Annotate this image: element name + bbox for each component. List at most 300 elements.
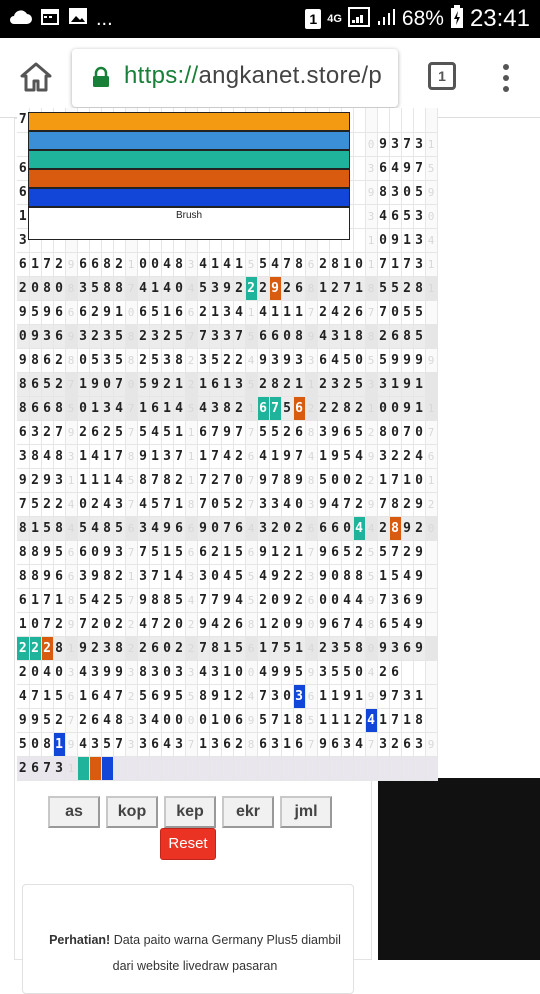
grid-cell[interactable]: 6 — [65, 540, 77, 564]
grid-cell[interactable]: 8 — [41, 276, 53, 300]
grid-cell[interactable]: 6 — [305, 516, 317, 540]
grid-cell[interactable]: 4 — [365, 708, 377, 732]
grid-cell[interactable]: 8 — [53, 444, 65, 468]
grid-cell[interactable]: 9 — [257, 348, 269, 372]
grid-cell[interactable]: 8 — [365, 612, 377, 636]
grid-cell[interactable]: 9 — [317, 492, 329, 516]
grid-cell[interactable]: 3 — [269, 348, 281, 372]
grid-cell[interactable]: 8 — [17, 540, 29, 564]
grid-cell[interactable]: 5 — [29, 300, 41, 324]
grid-cell[interactable]: 1 — [389, 252, 401, 276]
grid-cell[interactable]: 5 — [233, 540, 245, 564]
grid-cell[interactable]: 1 — [281, 732, 293, 756]
grid-cell[interactable]: 9 — [221, 420, 233, 444]
grid-cell[interactable]: 6 — [41, 348, 53, 372]
grid-cell[interactable]: 9 — [149, 372, 161, 396]
grid-cell[interactable]: 4 — [329, 492, 341, 516]
grid-cell[interactable]: 4 — [173, 396, 185, 420]
grid-cell[interactable]: 4 — [89, 588, 101, 612]
grid-cell[interactable]: 4 — [353, 732, 365, 756]
grid-cell[interactable]: 3 — [197, 564, 209, 588]
grid-cell[interactable]: 1 — [197, 444, 209, 468]
grid-cell[interactable]: 0 — [173, 708, 185, 732]
grid-cell[interactable]: 9 — [65, 420, 77, 444]
grid-cell[interactable]: 0 — [53, 660, 65, 684]
grid-cell[interactable]: 0 — [389, 420, 401, 444]
grid-cell[interactable]: 0 — [29, 276, 41, 300]
grid-cell[interactable]: 6 — [209, 372, 221, 396]
grid-cell[interactable]: 0 — [173, 612, 185, 636]
grid-cell[interactable] — [353, 156, 365, 180]
grid-cell[interactable]: 4 — [329, 348, 341, 372]
grid-cell[interactable]: 6 — [329, 732, 341, 756]
grid-cell[interactable]: 9 — [65, 324, 77, 348]
grid-cell[interactable]: 9 — [413, 636, 425, 660]
grid-cell[interactable]: 3 — [65, 660, 77, 684]
grid-cell[interactable]: 8 — [29, 564, 41, 588]
address-bar[interactable] — [72, 49, 398, 107]
grid-cell[interactable]: 8 — [137, 468, 149, 492]
grid-cell[interactable]: 2 — [53, 612, 65, 636]
grid-cell[interactable]: 1 — [245, 396, 257, 420]
grid-cell[interactable]: 9 — [245, 708, 257, 732]
grid-cell[interactable]: 3 — [137, 516, 149, 540]
grid-cell[interactable]: 1 — [257, 636, 269, 660]
grid-cell[interactable]: 0 — [281, 684, 293, 708]
grid-cell[interactable]: 0 — [89, 540, 101, 564]
grid-cell[interactable]: 5 — [245, 252, 257, 276]
grid-cell[interactable]: 0 — [329, 564, 341, 588]
grid-cell[interactable]: 0 — [281, 612, 293, 636]
grid-cell[interactable]: 6 — [17, 420, 29, 444]
grid-cell[interactable]: 0 — [341, 516, 353, 540]
grid-cell[interactable]: 1 — [101, 468, 113, 492]
grid-cell[interactable]: 9 — [281, 444, 293, 468]
grid-cell[interactable]: 9 — [41, 300, 53, 324]
grid-cell[interactable]: 1 — [89, 396, 101, 420]
grid-cell[interactable]: 6 — [29, 372, 41, 396]
grid-cell[interactable]: 3 — [365, 372, 377, 396]
grid-cell[interactable]: 5 — [389, 564, 401, 588]
grid-cell[interactable]: 2 — [209, 468, 221, 492]
grid-cell[interactable]: 6 — [293, 276, 305, 300]
grid-cell[interactable]: 1 — [245, 300, 257, 324]
grid-cell[interactable]: 6 — [425, 444, 437, 468]
grid-cell[interactable]: 1 — [365, 396, 377, 420]
grid-cell[interactable]: 4 — [257, 300, 269, 324]
grid-cell[interactable]: 6 — [293, 420, 305, 444]
grid-cell[interactable] — [425, 636, 437, 660]
grid-cell[interactable]: 9 — [365, 180, 377, 204]
grid-cell[interactable]: 1 — [161, 300, 173, 324]
grid-cell[interactable]: 3 — [53, 756, 65, 780]
grid-cell[interactable]: 6 — [329, 540, 341, 564]
grid-cell[interactable] — [185, 756, 197, 780]
grid-cell[interactable]: 9 — [401, 156, 413, 180]
grid-cell[interactable] — [365, 108, 377, 132]
grid-cell[interactable]: 8 — [245, 732, 257, 756]
grid-cell[interactable]: 7 — [29, 684, 41, 708]
grid-cell[interactable]: 5 — [413, 180, 425, 204]
grid-cell[interactable]: 1 — [77, 468, 89, 492]
grid-cell[interactable]: 1 — [113, 300, 125, 324]
grid-cell[interactable]: 2 — [161, 324, 173, 348]
grid-cell[interactable]: 5 — [341, 348, 353, 372]
grid-cell[interactable]: 8 — [185, 492, 197, 516]
grid-cell[interactable]: 6 — [197, 420, 209, 444]
grid-cell[interactable]: 1 — [269, 300, 281, 324]
grid-cell[interactable]: 2 — [137, 636, 149, 660]
grid-cell[interactable]: 4 — [233, 300, 245, 324]
grid-cell[interactable]: 5 — [353, 372, 365, 396]
grid-cell[interactable]: 9 — [269, 564, 281, 588]
grid-cell[interactable]: 7 — [65, 708, 77, 732]
grid-cell[interactable]: 5 — [401, 204, 413, 228]
grid-cell[interactable]: 1 — [173, 492, 185, 516]
grid-cell[interactable]: 7 — [197, 468, 209, 492]
grid-cell[interactable]: 2 — [197, 300, 209, 324]
grid-cell[interactable]: 3 — [209, 324, 221, 348]
grid-cell[interactable]: 1 — [209, 708, 221, 732]
grid-cell[interactable]: 7 — [41, 588, 53, 612]
grid-cell[interactable] — [425, 612, 437, 636]
grid-cell[interactable]: 9 — [413, 348, 425, 372]
grid-cell[interactable]: 8 — [353, 324, 365, 348]
grid-cell[interactable]: 4 — [137, 612, 149, 636]
grid-cell[interactable]: 9 — [89, 564, 101, 588]
grid-cell[interactable]: 2 — [353, 540, 365, 564]
grid-cell[interactable]: 2 — [317, 396, 329, 420]
grid-cell[interactable]: 7 — [149, 612, 161, 636]
grid-cell[interactable]: 0 — [413, 420, 425, 444]
grid-cell[interactable]: 6 — [329, 612, 341, 636]
grid-cell[interactable]: 3 — [89, 732, 101, 756]
grid-cell[interactable]: 2 — [353, 708, 365, 732]
grid-cell[interactable]: 0 — [209, 564, 221, 588]
grid-cell[interactable]: 5 — [113, 588, 125, 612]
grid-cell[interactable]: 8 — [53, 516, 65, 540]
grid-cell[interactable]: 9 — [41, 564, 53, 588]
grid-cell[interactable] — [353, 108, 365, 132]
grid-cell[interactable]: 2 — [233, 684, 245, 708]
grid-cell[interactable]: 8 — [53, 396, 65, 420]
grid-cell[interactable]: 6 — [185, 300, 197, 324]
grid-cell[interactable]: 5 — [353, 420, 365, 444]
grid-cell[interactable]: 7 — [125, 588, 137, 612]
grid-cell[interactable]: 9 — [401, 516, 413, 540]
grid-cell[interactable]: 4 — [353, 516, 365, 540]
grid-cell[interactable]: 4 — [173, 564, 185, 588]
grid-cell[interactable]: 4 — [89, 516, 101, 540]
grid-cell[interactable]: 5 — [113, 348, 125, 372]
grid-cell[interactable]: 0 — [101, 612, 113, 636]
grid-cell[interactable]: 9 — [29, 708, 41, 732]
grid-cell[interactable]: 1 — [317, 684, 329, 708]
grid-cell[interactable]: 2 — [53, 492, 65, 516]
grid-cell[interactable]: 5 — [41, 372, 53, 396]
grid-cell[interactable]: 0 — [401, 180, 413, 204]
grid-cell[interactable]: 1 — [161, 396, 173, 420]
grid-cell[interactable]: 2 — [41, 420, 53, 444]
grid-cell[interactable]: 1 — [197, 372, 209, 396]
grid-cell[interactable]: 8 — [125, 324, 137, 348]
grid-cell[interactable] — [425, 324, 437, 348]
grid-cell[interactable]: 7 — [197, 588, 209, 612]
grid-cell[interactable]: 7 — [377, 492, 389, 516]
grid-cell[interactable]: 3 — [65, 444, 77, 468]
grid-cell[interactable]: 9 — [65, 252, 77, 276]
grid-cell[interactable] — [293, 756, 305, 780]
grid-cell[interactable]: 1 — [305, 372, 317, 396]
grid-cell[interactable]: 2 — [401, 444, 413, 468]
grid-cell[interactable]: 2 — [281, 420, 293, 444]
grid-cell[interactable]: 8 — [41, 732, 53, 756]
grid-cell[interactable]: 1 — [29, 588, 41, 612]
grid-cell[interactable]: 2 — [377, 516, 389, 540]
grid-cell[interactable]: 1 — [329, 684, 341, 708]
grid-cell[interactable]: 4 — [161, 732, 173, 756]
grid-cell[interactable] — [413, 756, 425, 780]
grid-cell[interactable]: 3 — [137, 708, 149, 732]
grid-cell[interactable]: 2 — [317, 252, 329, 276]
grid-cell[interactable]: 8 — [17, 372, 29, 396]
grid-cell[interactable]: 9 — [41, 468, 53, 492]
grid-cell[interactable]: 8 — [269, 372, 281, 396]
grid-cell[interactable]: 9 — [389, 348, 401, 372]
grid-cell[interactable]: 6 — [65, 564, 77, 588]
grid-cell[interactable]: 5 — [125, 468, 137, 492]
grid-cell[interactable]: 9 — [269, 276, 281, 300]
grid-cell[interactable]: 1 — [293, 372, 305, 396]
grid-cell[interactable]: 2 — [329, 276, 341, 300]
grid-cell[interactable]: 2 — [113, 564, 125, 588]
grid-cell[interactable]: 9 — [161, 516, 173, 540]
grid-cell[interactable]: 0 — [161, 660, 173, 684]
grid-cell[interactable]: 4 — [413, 444, 425, 468]
grid-cell[interactable]: 0 — [281, 516, 293, 540]
grid-cell[interactable]: 0 — [209, 492, 221, 516]
grid-cell[interactable]: 3 — [293, 348, 305, 372]
grid-cell[interactable]: 1 — [221, 372, 233, 396]
grid-cell[interactable]: 2 — [353, 468, 365, 492]
grid-cell[interactable]: 3 — [365, 204, 377, 228]
grid-cell[interactable]: 9 — [329, 444, 341, 468]
grid-cell[interactable]: 5 — [365, 540, 377, 564]
grid-cell[interactable]: 6 — [149, 684, 161, 708]
grid-cell[interactable] — [125, 756, 137, 780]
grid-cell[interactable]: 7 — [125, 276, 137, 300]
grid-cell[interactable]: 9 — [305, 660, 317, 684]
grid-cell[interactable]: 2 — [341, 372, 353, 396]
grid-cell[interactable]: 3 — [197, 348, 209, 372]
grid-cell[interactable]: 9 — [17, 468, 29, 492]
grid-cell[interactable]: 9 — [365, 444, 377, 468]
grid-cell[interactable]: 3 — [149, 660, 161, 684]
grid-cell[interactable]: 4 — [365, 660, 377, 684]
grid-cell[interactable]: 1 — [365, 252, 377, 276]
grid-cell[interactable]: 3 — [317, 660, 329, 684]
grid-cell[interactable]: 3 — [233, 372, 245, 396]
grid-cell[interactable]: 4 — [197, 252, 209, 276]
color-swatch-1[interactable] — [29, 113, 349, 132]
grid-cell[interactable]: 2 — [137, 324, 149, 348]
grid-cell[interactable]: 7 — [401, 252, 413, 276]
grid-cell[interactable]: 2 — [401, 492, 413, 516]
grid-cell[interactable] — [353, 228, 365, 252]
grid-cell[interactable]: 7 — [269, 636, 281, 660]
grid-cell[interactable]: 4 — [113, 396, 125, 420]
grid-cell[interactable]: 5 — [341, 444, 353, 468]
grid-cell[interactable]: 4 — [221, 444, 233, 468]
grid-cell[interactable]: 9 — [413, 540, 425, 564]
grid-cell[interactable]: 4 — [257, 660, 269, 684]
grid-cell[interactable]: 1 — [293, 300, 305, 324]
grid-cell[interactable]: 5 — [149, 300, 161, 324]
grid-cell[interactable]: 0 — [425, 204, 437, 228]
grid-cell[interactable]: 9 — [341, 684, 353, 708]
grid-cell[interactable]: 4 — [149, 708, 161, 732]
grid-cell[interactable]: 9 — [257, 540, 269, 564]
grid-cell[interactable]: 6 — [185, 516, 197, 540]
grid-cell[interactable]: 6 — [41, 396, 53, 420]
grid-cell[interactable]: 3 — [377, 372, 389, 396]
grid-cell[interactable]: 7 — [389, 468, 401, 492]
grid-cell[interactable]: 2 — [293, 516, 305, 540]
grid-cell[interactable]: 2 — [17, 276, 29, 300]
grid-cell[interactable]: 3 — [317, 420, 329, 444]
grid-cell[interactable]: 2 — [245, 276, 257, 300]
grid-cell[interactable]: 8 — [137, 660, 149, 684]
grid-cell[interactable] — [281, 756, 293, 780]
grid-cell[interactable]: 3 — [329, 636, 341, 660]
grid-cell[interactable]: 1 — [425, 468, 437, 492]
grid-cell[interactable]: 0 — [185, 708, 197, 732]
grid-cell[interactable]: 9 — [41, 540, 53, 564]
grid-cell[interactable]: 1 — [401, 708, 413, 732]
grid-cell[interactable]: 3 — [389, 588, 401, 612]
grid-cell[interactable]: 1 — [17, 612, 29, 636]
grid-cell[interactable]: 2 — [233, 492, 245, 516]
grid-cell[interactable]: 2 — [233, 444, 245, 468]
grid-cell[interactable]: 6 — [149, 396, 161, 420]
grid-cell[interactable]: 4 — [113, 468, 125, 492]
grid-cell[interactable]: 2 — [341, 300, 353, 324]
grid-cell[interactable]: 3 — [77, 276, 89, 300]
grid-cell[interactable]: 1 — [257, 612, 269, 636]
grid-cell[interactable]: 2 — [29, 636, 41, 660]
grid-cell[interactable]: 1 — [341, 252, 353, 276]
grid-cell[interactable]: 6 — [17, 156, 29, 180]
grid-cell[interactable]: 2 — [377, 660, 389, 684]
grid-cell[interactable]: 3 — [161, 348, 173, 372]
grid-cell[interactable]: 1 — [173, 372, 185, 396]
grid-cell[interactable]: 2 — [41, 636, 53, 660]
grid-cell[interactable]: 2 — [29, 468, 41, 492]
grid-cell[interactable]: 7 — [305, 732, 317, 756]
grid-cell[interactable]: 2 — [293, 564, 305, 588]
grid-cell[interactable] — [233, 756, 245, 780]
ekr-button[interactable]: ekr — [222, 796, 274, 828]
grid-cell[interactable]: 4 — [389, 156, 401, 180]
grid-cell[interactable]: 9 — [221, 588, 233, 612]
grid-cell[interactable]: 6 — [173, 300, 185, 324]
grid-cell[interactable]: 3 — [389, 180, 401, 204]
grid-cell[interactable]: 2 — [53, 372, 65, 396]
grid-cell[interactable]: 1 — [221, 684, 233, 708]
grid-cell[interactable]: 4 — [161, 276, 173, 300]
color-swatch-2[interactable] — [29, 132, 349, 151]
grid-cell[interactable]: 6 — [17, 588, 29, 612]
grid-cell[interactable]: 2 — [89, 300, 101, 324]
grid-cell[interactable]: 8 — [173, 348, 185, 372]
grid-cell[interactable]: 2 — [101, 420, 113, 444]
grid-cell[interactable]: 9 — [101, 660, 113, 684]
grid-cell[interactable] — [425, 588, 437, 612]
grid-cell[interactable] — [221, 756, 233, 780]
grid-cell[interactable]: 7 — [41, 252, 53, 276]
grid-cell[interactable]: 8 — [29, 540, 41, 564]
grid-cell[interactable]: 4 — [77, 660, 89, 684]
grid-cell[interactable]: 7 — [365, 732, 377, 756]
grid-cell[interactable]: 4 — [41, 444, 53, 468]
grid-cell[interactable]: 4 — [353, 612, 365, 636]
grid-cell[interactable]: 7 — [137, 540, 149, 564]
grid-cell[interactable]: 4 — [149, 420, 161, 444]
grid-cell[interactable]: 8 — [101, 252, 113, 276]
kop-button[interactable]: kop — [106, 796, 158, 828]
grid-cell[interactable]: 0 — [365, 636, 377, 660]
grid-cell[interactable]: 2 — [17, 756, 29, 780]
grid-cell[interactable]: 3 — [101, 636, 113, 660]
grid-cell[interactable]: 6 — [377, 612, 389, 636]
grid-cell[interactable]: 7 — [185, 732, 197, 756]
grid-cell[interactable]: 7 — [125, 420, 137, 444]
grid-cell[interactable]: 9 — [29, 324, 41, 348]
grid-cell[interactable]: 2 — [353, 492, 365, 516]
grid-cell[interactable]: 0 — [77, 396, 89, 420]
grid-cell[interactable]: 3 — [221, 324, 233, 348]
grid-cell[interactable] — [413, 660, 425, 684]
grid-cell[interactable]: 1 — [377, 708, 389, 732]
grid-cell[interactable]: 6 — [245, 636, 257, 660]
grid-cell[interactable]: 7 — [41, 756, 53, 780]
grid-cell[interactable]: 9 — [17, 708, 29, 732]
grid-cell[interactable]: 0 — [353, 348, 365, 372]
grid-cell[interactable]: 2 — [173, 468, 185, 492]
grid-cell[interactable]: 1 — [17, 204, 29, 228]
grid-cell[interactable]: 7 — [389, 684, 401, 708]
grid-cell[interactable] — [77, 756, 89, 780]
grid-cell[interactable]: 2 — [113, 252, 125, 276]
grid-cell[interactable] — [149, 756, 161, 780]
grid-cell[interactable]: 9 — [377, 132, 389, 156]
grid-cell[interactable]: 5 — [113, 420, 125, 444]
grid-cell[interactable]: 6 — [329, 516, 341, 540]
grid-cell[interactable] — [425, 684, 437, 708]
grid-cell[interactable] — [425, 660, 437, 684]
grid-cell[interactable]: 3 — [41, 324, 53, 348]
grid-cell[interactable]: 8 — [65, 276, 77, 300]
grid-cell[interactable]: 7 — [185, 324, 197, 348]
grid-cell[interactable]: 3 — [413, 732, 425, 756]
grid-cell[interactable]: 4 — [221, 252, 233, 276]
grid-cell[interactable]: 4 — [305, 444, 317, 468]
grid-cell[interactable]: 8 — [17, 564, 29, 588]
grid-cell[interactable]: 2 — [257, 372, 269, 396]
grid-cell[interactable]: 2 — [53, 252, 65, 276]
grid-cell[interactable]: 0 — [209, 516, 221, 540]
grid-cell[interactable]: 1 — [221, 636, 233, 660]
